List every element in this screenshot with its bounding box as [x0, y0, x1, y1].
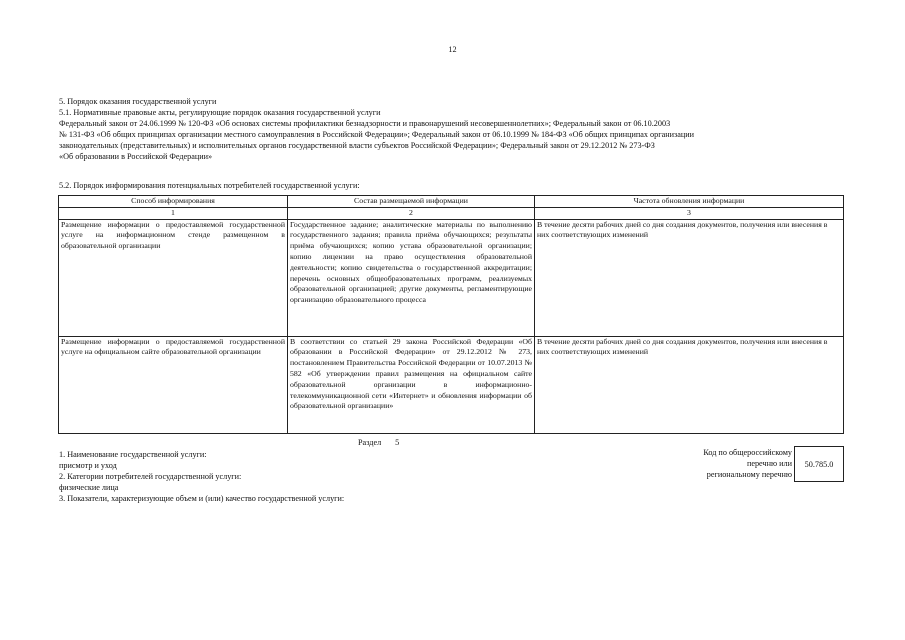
content-cell: В соответствии со статьей 29 закона Российской Федерации «Об образовании в Российской Федерации» от 29.12.2012 № 273, постановлением Правительства Российской Федерации от 10.07.2013 № 582 «Об утверждении правил размещения на официальном сайте образовательной организации в информационно-телекоммуникационной сети «Интернет» и обновления информации об образовательной организации» [288, 336, 535, 433]
table-row [59, 336, 844, 433]
method-cell: Размещение информации о предоставляемой государственной услуге на официальном сайте образовательной организации [59, 336, 288, 433]
section-heading [358, 437, 399, 448]
service-name-value: присмотр и уход [59, 461, 117, 470]
section-5-title: 5. Порядок оказания государственной услуги [59, 97, 217, 106]
legal-acts-line-1: Федеральный закон от 24.06.1999 № 120-ФЗ «Об основах системы профилактики безнадзорности и правонарушений несовершеннолетних»; Федеральный закон от 06.10.2003 [59, 119, 671, 128]
table-header-row [59, 196, 844, 208]
column-number: 3 [535, 207, 844, 219]
service-name-label: 1. Наименование государственной услуги: [59, 450, 207, 459]
registry-code-label-line: Код по общероссийскому [703, 448, 792, 457]
header-frequency: Частота обновления информации [535, 196, 844, 208]
legal-acts-line-4: «Об образовании в Российской Федерации» [59, 152, 213, 161]
registry-code-value: 50.785.0 [804, 459, 834, 469]
column-number: 2 [288, 207, 535, 219]
table-number-row [59, 207, 844, 219]
section-5-details [59, 449, 619, 504]
indicators-label: 3. Показатели, характеризующие объем и (или) качество государственной услуги: [59, 494, 345, 503]
method-cell: Размещение информации о предоставляемой государственной услуге на информационном стенде размещенном в образовательной организации [59, 219, 288, 336]
legal-acts-line-2: № 131-ФЗ «Об общих принципах организации местного самоуправления в Российской Федерации»; Федеральный закон от 06.10.1999 № 184-ФЗ «Об общих принципах организации [59, 130, 695, 139]
section-5-2-title: 5.2. Порядок информирования потенциальных потребителей государственной услуги: [59, 181, 360, 190]
legal-acts-line-3: законодательных (представительных) и исполнительных органов государственной власти субъектов Российской Федерации»; Федеральный закон от 29.12.2012 № 273-ФЗ [59, 141, 655, 150]
section-number: 5 [395, 438, 400, 447]
section-5-heading-block [59, 96, 849, 162]
consumers-label: 2. Категории потребителей государственной услуги: [59, 472, 242, 481]
registry-code-box [794, 446, 844, 482]
header-method: Способ информирования [59, 196, 288, 208]
page-number: 12 [448, 45, 457, 54]
registry-code-label-line: перечню или [746, 459, 792, 468]
registry-code-label-line: региональному перечню [706, 470, 792, 479]
informing-table [58, 195, 844, 434]
frequency-cell: В течение десяти рабочих дней со дня создания документов, получения или внесения в них соответствующих изменений [535, 219, 844, 336]
section-label: Раздел [358, 438, 382, 447]
table-row [59, 219, 844, 336]
consumers-value: физические лица [59, 483, 119, 492]
registry-code-label [662, 447, 792, 480]
content-cell: Государственное задание; аналитические материалы по выполнению государственного задания; правила приёма обучающихся; результаты приёма обучающихся; копию устава образовательной организации; копию лицензии на право осуществления образовательной деятельности; копию свидетельства о государственной аккредитации; перечень основных общеобразовательных программ, реализуемых образовательной организацией; другие документы, регламентирующие организацию образовательного процесса [288, 219, 535, 336]
section-5-1-title: 5.1. Нормативные правовые акты, регулирующие порядок оказания государственной услуги [59, 108, 381, 117]
column-number: 1 [59, 207, 288, 219]
header-content: Состав размещаемой информации [288, 196, 535, 208]
frequency-cell: В течение десяти рабочих дней со дня создания документов, получения или внесения в них соответствующих изменений [535, 336, 844, 433]
